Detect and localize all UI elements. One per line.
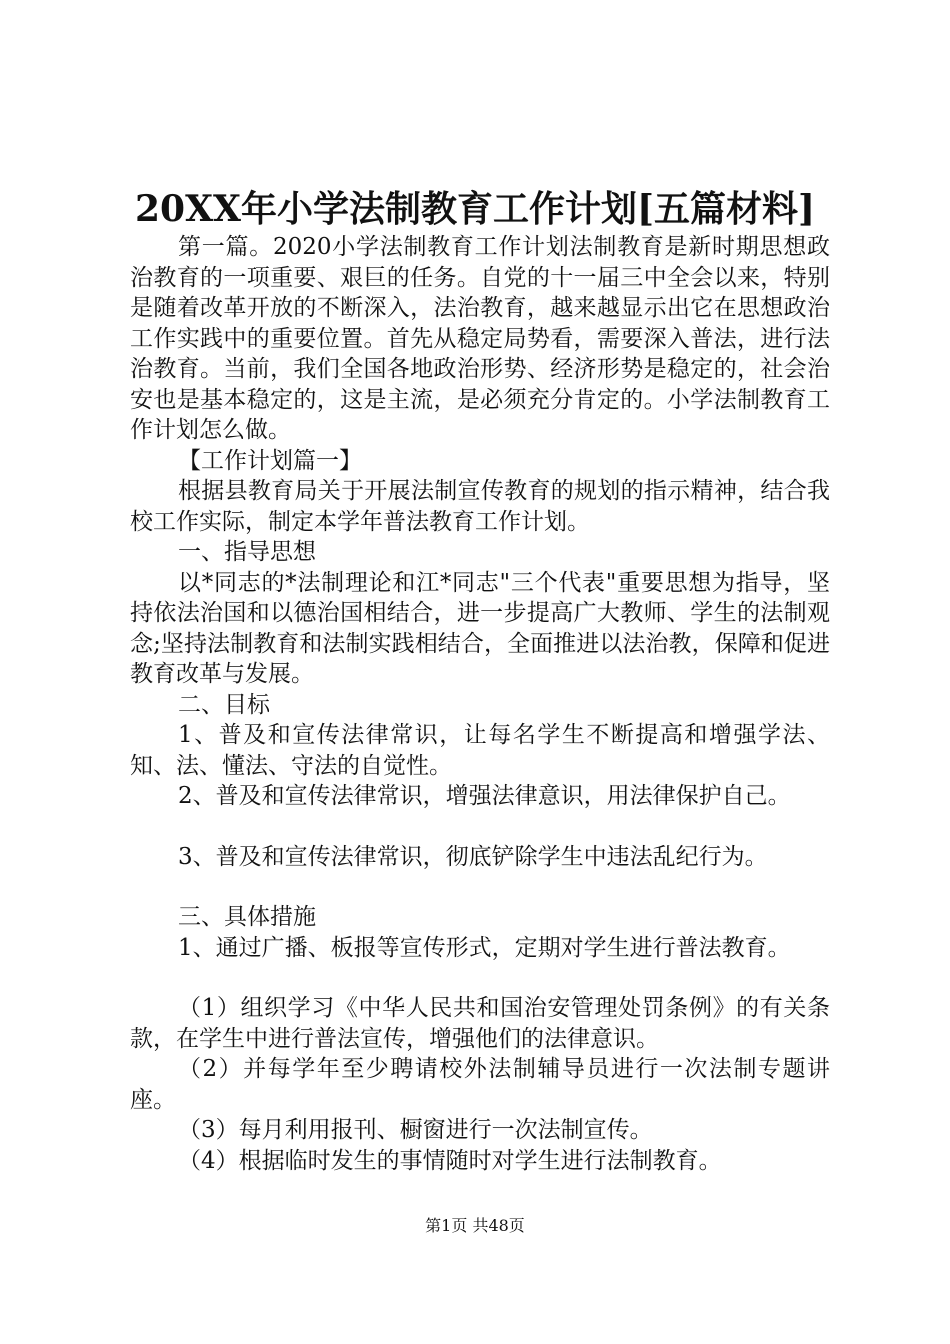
heading-measures: 三、具体措施 <box>178 904 316 930</box>
paragraph-guiding-thought: 以*同志的*法制理论和江*同志"三个代表"重要思想为指导，坚持依法治国和以德治国相结合，进一步提高广大教师、学生的法制观念;坚持法制教育和法制实践相结合，全面推进以法治教，保障和促进教育改革与发展。 <box>130 569 830 687</box>
paragraph-basis: 根据县教育局关于开展法制宣传教育的规划的指示精神，结合我校工作实际，制定本学年普法教育工作计划。 <box>130 478 830 535</box>
spacer <box>130 812 830 842</box>
goal-item-3: 3、普及和宣传法律常识，彻底铲除学生中违法乱纪行为。 <box>178 843 768 870</box>
document-body <box>130 232 830 1176</box>
section-heading-plan-one: 【工作计划篇一】 <box>178 447 362 474</box>
spacer <box>130 872 830 902</box>
measure-subitem-1: （1）组织学习《中华人民共和国治安管理处罚条例》的有关条款，在学生中进行普法宣传，增强他们的法律意识。 <box>130 995 830 1052</box>
heading-goals: 二、目标 <box>178 691 270 718</box>
measure-subitem-2: （2）并每学年至少聘请校外法制辅导员进行一次法制专题讲座。 <box>130 1056 830 1113</box>
paragraph-intro: 第一篇。2020小学法制教育工作计划法制教育是新时期思想政治教育的一项重要、艰巨的任务。自党的十一届三中全会以来，特别是随着改革开放的不断深入，法治教育，越来越显示出它在思想政治工作实践中的重要位置。首先从稳定局势看，需要深入普法，进行法治教育。当前，我们全国各地政治形势、经济形势是稳定的，社会治安也是基本稳定的，这是主流，是必须充分肯定的。小学法制教育工作计划怎么做。 <box>130 234 830 443</box>
spacer <box>130 963 830 993</box>
document-title: 20XX年小学法制教育工作计划[五篇材料] <box>134 188 816 230</box>
goal-item-2: 2、普及和宣传法律常识，增强法律意识，用法律保护自己。 <box>178 783 791 809</box>
goal-item-1: 1、普及和宣传法律常识，让每名学生不断提高和增强学法、知、法、懂法、守法的自觉性。 <box>130 722 830 779</box>
measure-item-1: 1、通过广播、板报等宣传形式，定期对学生进行普法教育。 <box>178 934 791 961</box>
measure-subitem-4: （4）根据临时发生的事情随时对学生进行法制教育。 <box>178 1147 722 1174</box>
page-footer: 第1页 共48页 <box>425 1216 525 1235</box>
heading-guiding-thought: 一、指导思想 <box>178 539 316 565</box>
measure-subitem-3: （3）每月利用报刊、橱窗进行一次法制宣传。 <box>178 1117 653 1143</box>
